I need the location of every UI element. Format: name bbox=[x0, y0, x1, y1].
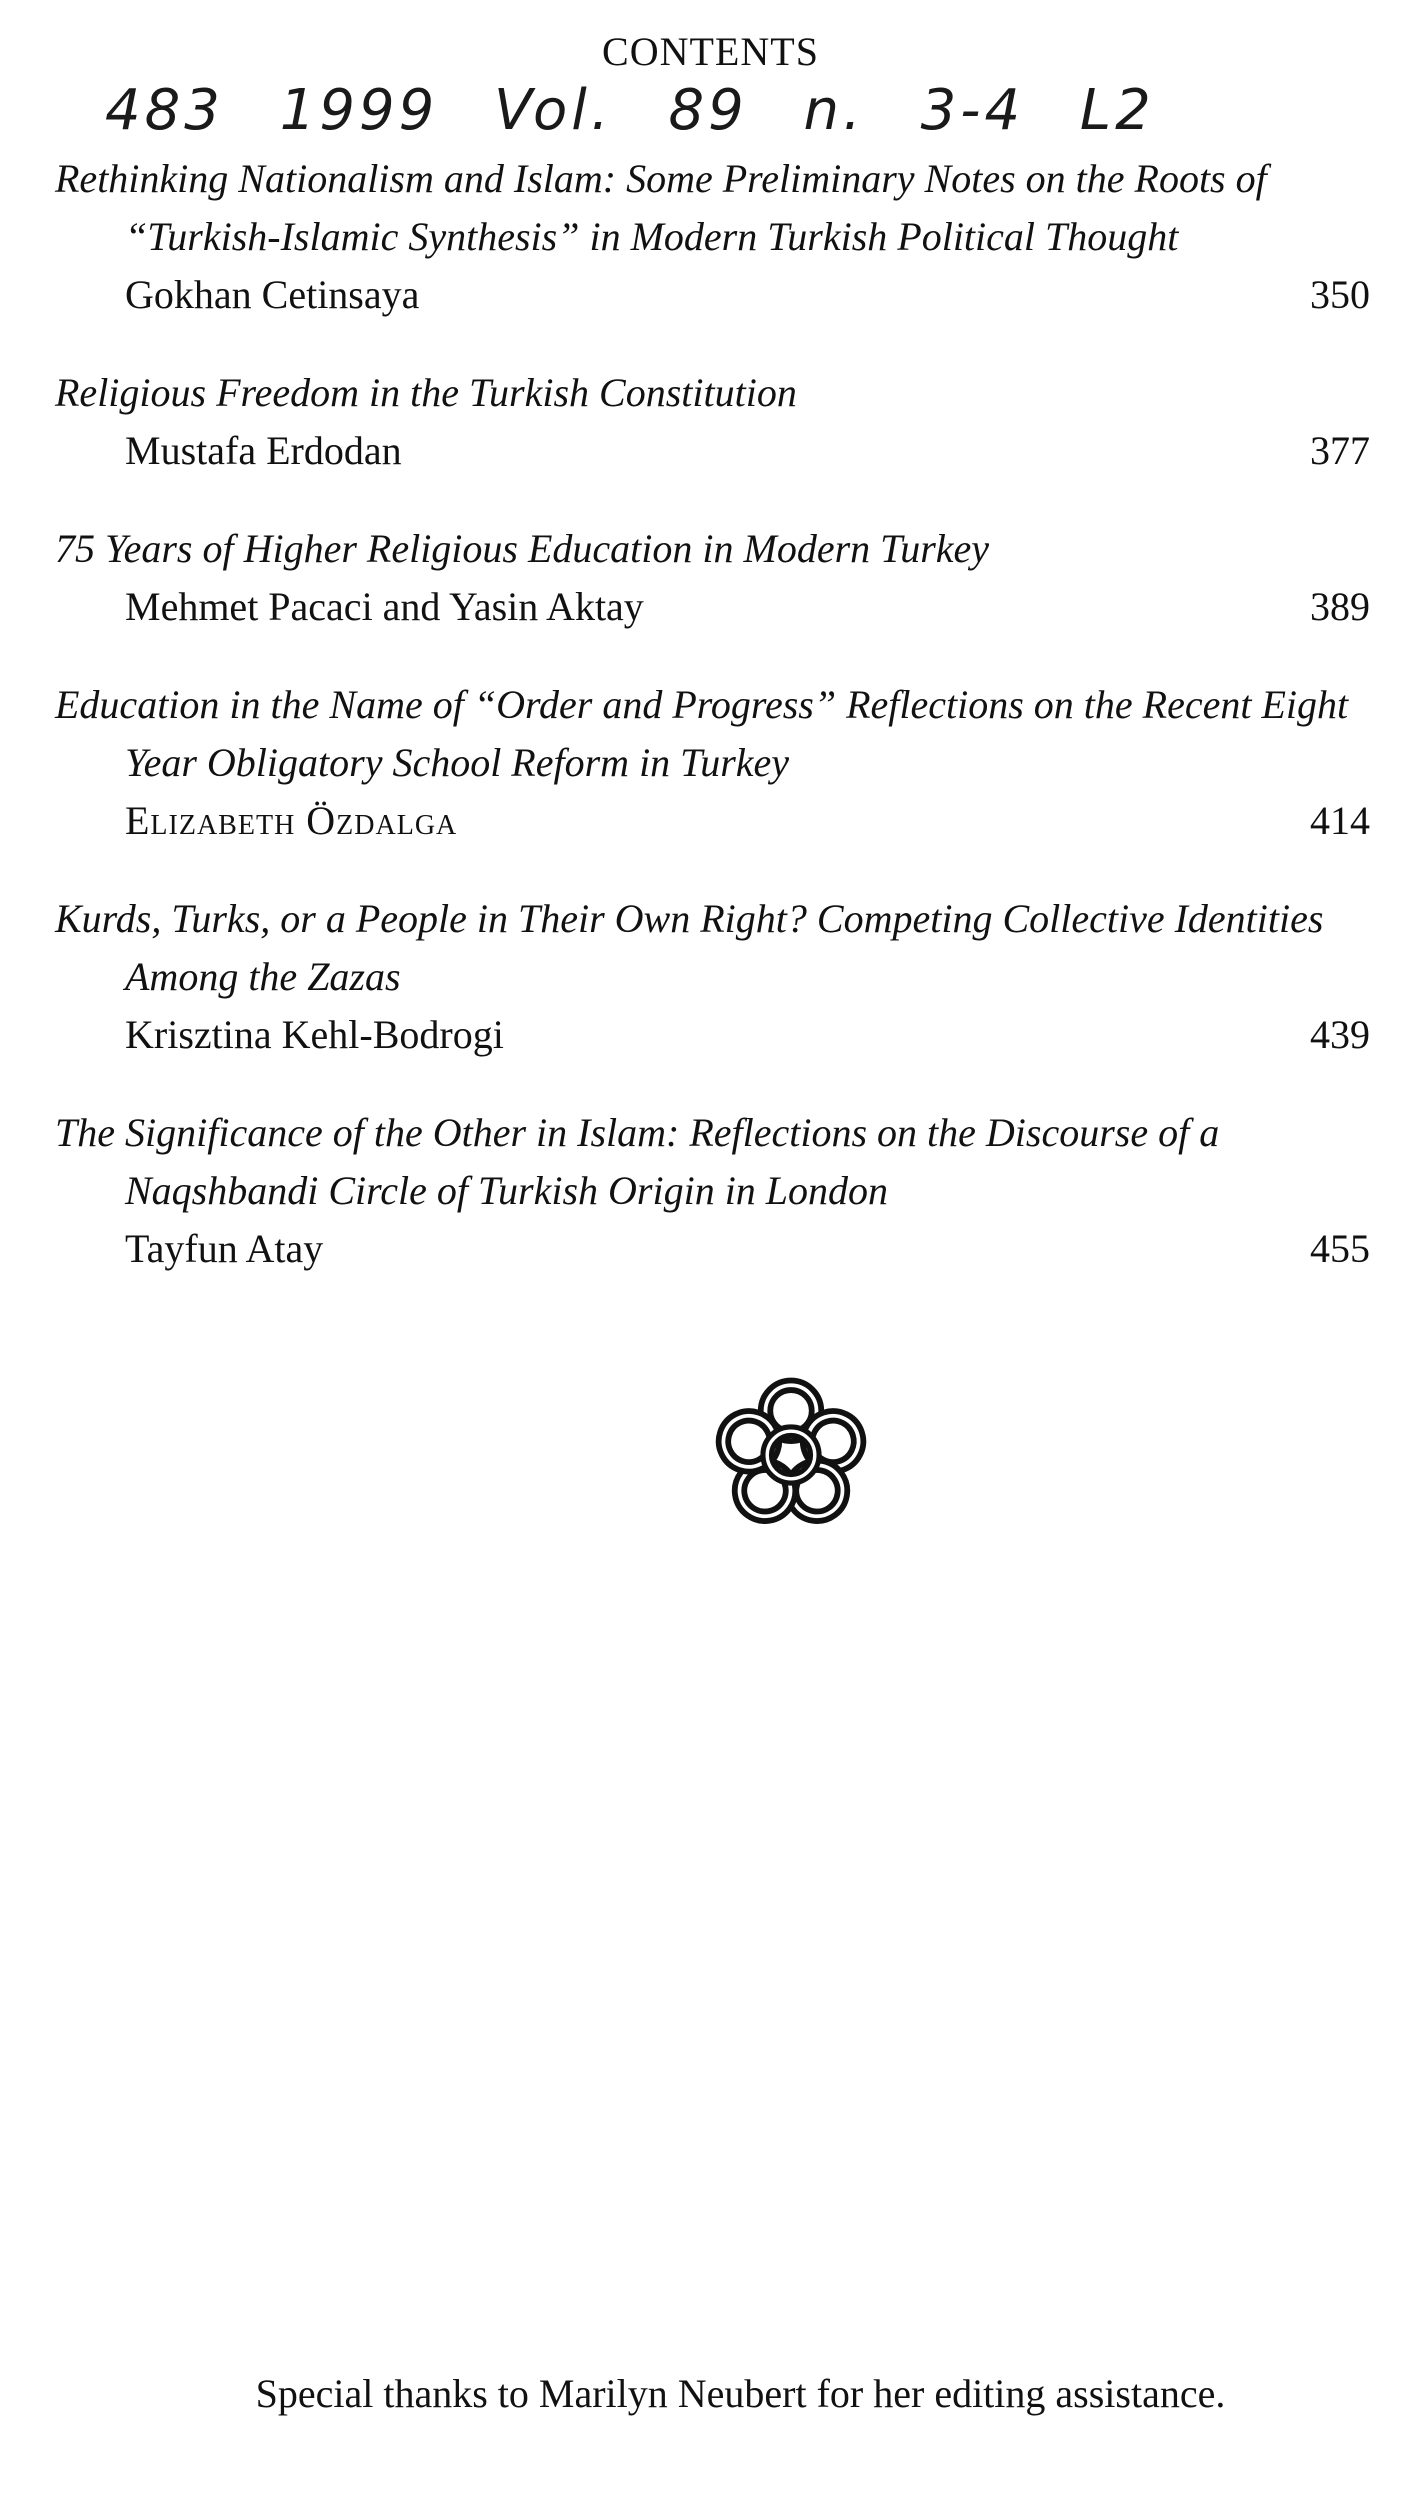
handwritten-call-number: 483 1999 Vol. 89 n. 3-4 L2 bbox=[105, 78, 1155, 143]
entry-author: Mehmet Pacaci and Yasin Aktay bbox=[125, 584, 644, 629]
entry-author: Tayfun Atay bbox=[125, 1226, 324, 1271]
entry-meta bbox=[55, 266, 1370, 324]
entry-title: Religious Freedom in the Turkish Constitution bbox=[55, 370, 797, 415]
entry-page-number: 414 bbox=[1310, 798, 1370, 843]
entry-author: Gokhan Cetinsaya bbox=[125, 272, 420, 317]
entry-page-number: 389 bbox=[1310, 584, 1370, 629]
toc-entry bbox=[55, 364, 1370, 480]
entry-page-number: 439 bbox=[1310, 1012, 1370, 1057]
entry-title: 75 Years of Higher Religious Education in Modern Turkey bbox=[55, 526, 990, 571]
toc-entry bbox=[55, 150, 1370, 324]
entry-page-number: 377 bbox=[1310, 428, 1370, 473]
entry-meta bbox=[55, 1220, 1370, 1278]
entry-page-number: 350 bbox=[1310, 272, 1370, 317]
entry-title: Rethinking Nationalism and Islam: Some Preliminary Notes on the Roots of “Turkish-Islamic Synthesis” in Modern Turkish Political Thought bbox=[55, 156, 1267, 259]
entry-author: Mustafa Erdodan bbox=[125, 428, 402, 473]
entry-title: Kurds, Turks, or a People in Their Own Right? Competing Collective Identities Among the Zazas bbox=[55, 896, 1324, 999]
entry-meta bbox=[55, 422, 1370, 480]
entry-author: Elizabeth Özdalga bbox=[125, 798, 458, 843]
entry-page-number: 455 bbox=[1310, 1226, 1370, 1271]
table-of-contents bbox=[55, 150, 1370, 1318]
page-title: CONTENTS bbox=[602, 29, 819, 74]
interlaced-knot-ornament-icon bbox=[706, 1370, 876, 1540]
entry-author: Krisztina Kehl-Bodrogi bbox=[125, 1012, 504, 1057]
entry-title: The Significance of the Other in Islam: Reflections on the Discourse of a Naqshbandi Circle of Turkish Origin in London bbox=[55, 1110, 1220, 1213]
toc-entry bbox=[55, 890, 1370, 1064]
entry-title: Education in the Name of “Order and Progress” Reflections on the Recent Eight Year Obligatory School Reform in Turkey bbox=[55, 682, 1349, 785]
toc-entry bbox=[55, 520, 1370, 636]
entry-meta bbox=[55, 1006, 1370, 1064]
toc-entry bbox=[55, 1104, 1370, 1278]
entry-meta bbox=[55, 578, 1370, 636]
acknowledgement-note: Special thanks to Marilyn Neubert for her editing assistance. bbox=[255, 2371, 1226, 2416]
toc-entry bbox=[55, 676, 1370, 850]
entry-meta bbox=[55, 792, 1370, 850]
